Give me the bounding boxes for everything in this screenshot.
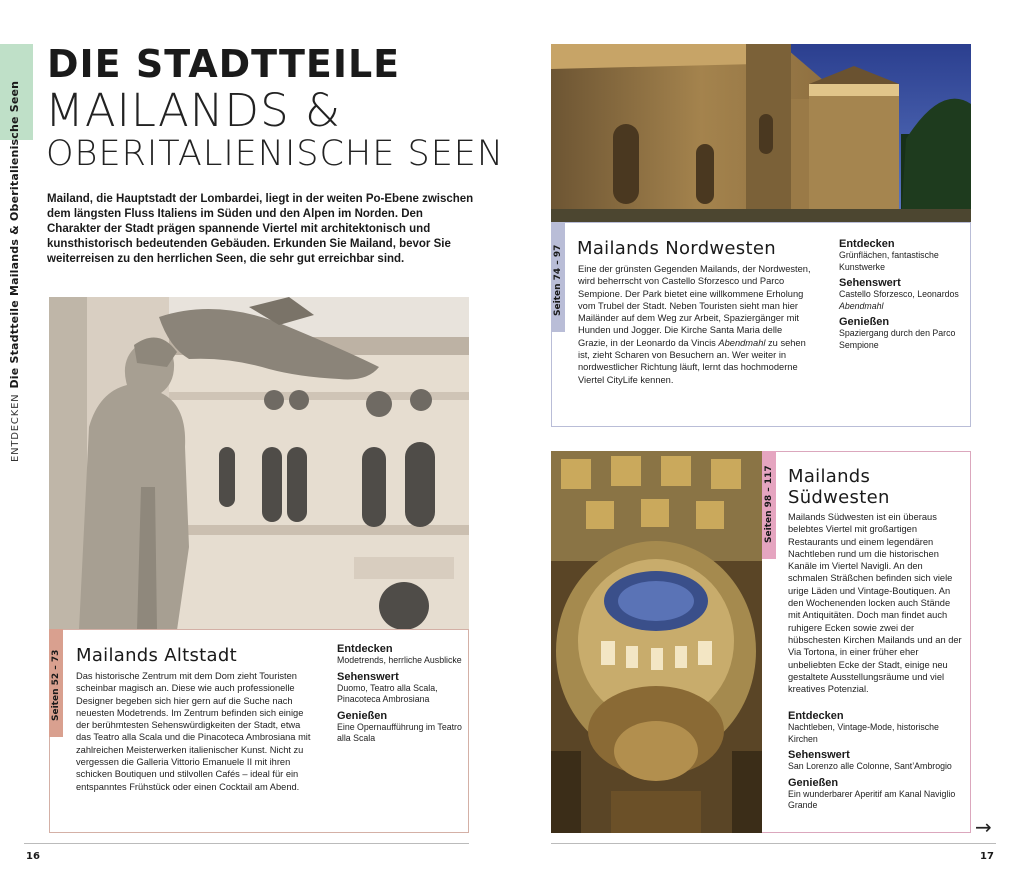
info-text-entdecken: Modetrends, herrliche Ausblicke — [337, 655, 462, 665]
pages-label-altstadt: Seiten 52 – 73 — [51, 649, 61, 721]
photo-castello-sforzesco — [551, 44, 971, 223]
pages-tab-altstadt — [49, 629, 63, 737]
info-text-sehenswert: Duomo, Teatro alla Scala, Pinacoteca Ambrosiana — [337, 682, 438, 704]
card-title-altstadt: Mailands Altstadt — [76, 645, 237, 666]
info-text-sehenswert: San Lorenzo alle Colonne, Sant’Ambrogio — [788, 761, 952, 771]
pages-label-suedwesten: Seiten 98 – 117 — [764, 465, 774, 543]
info-text-entdecken: Grünflächen, fantastische Kunstwerke — [839, 250, 939, 272]
card-body-nordwesten-part-1: Eine der grünsten Gegenden Mailands, der Nordwesten, wird beherrscht von Castello Sforzesco und Parco Sempione. Der Park bietet eine willkommene Erholung vom Trubel der Stadt. Neben Touristen sieht man hier Mailänder auf dem Weg zur Arbeit, Spaziergänger mit Hunden und Jogger. Die Kirche Santa Maria delle Grazie, in der Leonardo da Vincis — [578, 264, 811, 348]
card-title-nordwesten: Mailands Nordwesten — [577, 238, 776, 259]
photo-church-dome-interior — [551, 451, 762, 833]
info-heading-entdecken: Entdecken — [839, 238, 895, 250]
running-header-title: Die Stadtteile Mailands & Oberitalienische Seen — [8, 80, 21, 389]
pages-label-nordwesten: Seiten 74 – 97 — [553, 244, 563, 316]
info-text-entdecken: Nachtleben, Vintage-Mode, historische Kirchen — [788, 722, 939, 744]
info-text-sehenswert-italic: Abendmahl — [839, 300, 884, 311]
card-title-suedwesten-line-1: Mailands — [788, 466, 871, 487]
footer-rule-left — [24, 843, 469, 844]
info-heading-entdecken: Entdecken — [788, 710, 844, 722]
page-number-left: 16 — [26, 851, 40, 862]
card-body-altstadt: Das historische Zentrum mit dem Dom zieht Touristen scheinbar magisch an. Diese wie auch professionelle Designer begeben sich hier gern auf die Suche nach neuesten Modetrends. Im Zentrum befinden sich einige der berühmtesten Sehenswürdigkeiten der Stadt, etwa das Teatro alla Scala und die Pinacoteca Ambrosiana mit zahlreichen Meisterwerken italienischer Kunst. Nicht zu vergessen die Galleria Vittorio Emanuele II mit ihren schicken Boutiquen und stilvollen Cafés – ideal für ein entspanntes Frühstück oder einen Cocktail am Abend. — [76, 671, 311, 792]
page-title-line-3: OBERITALIENISCHE SEEN — [46, 134, 505, 174]
info-heading-sehenswert: Sehenswert — [788, 749, 850, 761]
info-text-geniessen: Eine Opernaufführung im Teatro alla Scala — [337, 721, 462, 743]
pages-tab-nordwesten — [551, 222, 565, 332]
info-suedwesten — [788, 710, 964, 812]
info-heading-entdecken: Entdecken — [337, 643, 393, 655]
card-title-suedwesten-line-2: Südwesten — [788, 487, 890, 508]
info-heading-geniessen: Genießen — [839, 316, 890, 328]
info-text-geniessen: Spaziergang durch den Parco Sempione — [839, 328, 956, 350]
card-body-nordwesten-title-italic: Abendmahl — [718, 337, 766, 348]
page-number-right: 17 — [980, 851, 994, 862]
running-header-section: ENTDECKEN — [10, 393, 21, 462]
info-text-geniessen: Ein wunderbarer Aperitif am Kanal Naviglio Grande — [788, 788, 956, 810]
photo-duomo-statue-galleria — [49, 297, 469, 630]
info-heading-sehenswert: Sehenswert — [337, 670, 399, 683]
info-altstadt — [337, 643, 462, 745]
info-heading-sehenswert: Sehenswert — [839, 277, 901, 289]
card-body-suedwesten: Mailands Südwesten ist ein überaus belebtes Viertel mit großartigen Restaurants und einem legendären Nachtleben rund um die historischen Kanäle im Viertel Navigli. An den schmalen Sträßchen befinden sich viele urige Läden und Vintage-Boutiquen. An den Wochenenden locken auch Stände mit Antiquitäten. Doch man findet auch ruhigere Ecken sowie zwei der hübschesten Kirchen Mailands und an der Via Tortona, in einer früher eher unbeliebten Ecke der Stadt, einige neu gestaltete Ausstellungsräume und viel kreatives Potenzial. — [788, 512, 962, 695]
running-header-vertical — [8, 81, 21, 462]
pages-tab-suedwesten — [762, 451, 776, 559]
info-heading-geniessen: Genießen — [337, 709, 388, 722]
info-text-sehenswert — [839, 289, 964, 312]
page-title-line-1: DIE STADTTEILE — [47, 42, 401, 86]
footer-rule-right — [551, 843, 996, 844]
info-heading-geniessen: Genießen — [788, 776, 839, 789]
intro-paragraph: Mailand, die Hauptstadt der Lombardei, liegt in der weiten Po-Ebene zwischen dem längsten Fluss Italiens im Süden und den Alpen im Norden. Den Charakter der Stadt prägen spannende Viertel mit architektonisch und kunsthistorisch bedeutenden Gebäuden. Erkunden Sie Mailand, bevor Sie weiterreisen zu den herrlichen Seen, die sehr gut erreichbar sind. — [47, 193, 474, 265]
next-page-arrow-icon[interactable]: → — [975, 815, 992, 839]
info-text-sehenswert-part: Castello Sforzesco, Leonardos — [839, 289, 959, 299]
card-title-suedwesten — [788, 466, 890, 508]
card-body-nordwesten — [578, 263, 814, 386]
card-body-nordwesten-part-2: zu sehen ist, zieht Scharen von Besuchern an. Wer weiter in nordwestlicher Richtung läuft, lernt das hochmoderne Viertel CityLife kennen. — [578, 337, 806, 385]
info-nordwesten — [839, 238, 964, 351]
page-title-line-2: MAILANDS & — [45, 84, 342, 137]
